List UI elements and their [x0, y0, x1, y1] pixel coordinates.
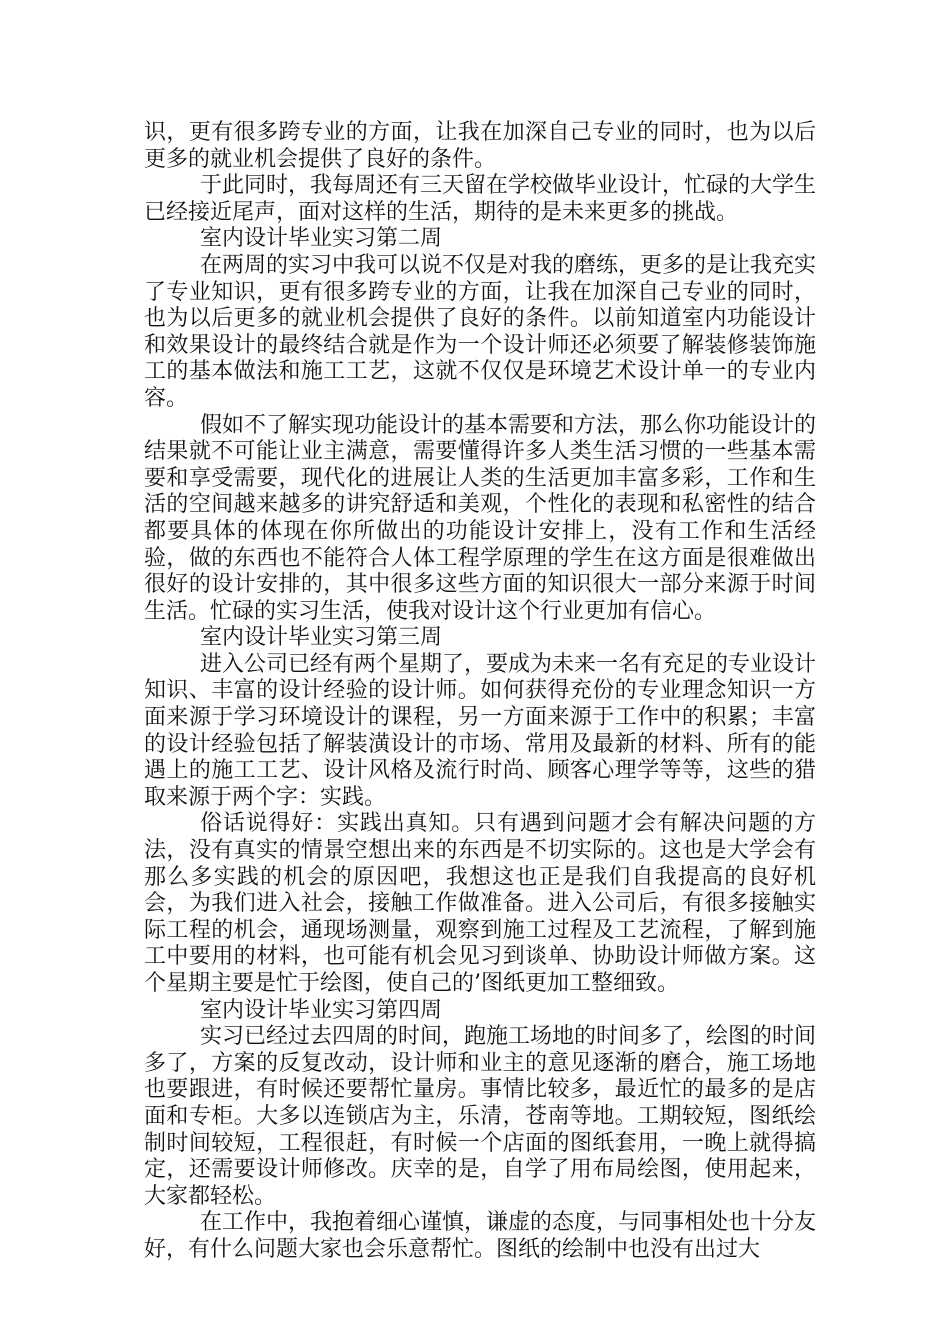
section-heading-week-2: 室内设计毕业实习第二周 [200, 226, 443, 252]
paragraph: 在工作中，我抱着细心谨慎，谦虚的态度，与同事相处也十分友好，有什么问题大家也会乐意帮忙。图纸的绘制中也没有出过大 [144, 1210, 817, 1262]
paragraph: 在两周的实习中我可以说不仅是对我的磨练，更多的是让我充实了专业知识，更有很多跨专业的方面，让我在加深自己专业的同时，也为以后更多的就业机会提供了良好的条件。以前知道室内功能设计和效果设计的最终结合就是作为一个设计师还必须要了解装修装饰施工的基本做法和施工工艺，这就不仅仅是环境艺术设计单一的专业内容。 [144, 252, 817, 411]
paragraph: 俗话说得好：实践出真知。只有遇到问题才会有解决问题的方法，没有真实的情景空想出来的东西是不切实际的。这也是大学会有那么多实践的机会的原因吧，我想这也正是我们自我提高的良好机会，为我们进入社会，接触工作做准备。进入公司后，有很多接触实际工程的机会，通现场测量，观察到施工过程及工艺流程，了解到施工中要用的材料，也可能有机会见习到谈单、协助设计师做方案。这个星期主要是忙于绘图，使自己的’图纸更加工整细致。 [144, 811, 816, 996]
paragraph: 进入公司已经有两个星期了，要成为未来一名有充足的专业设计知识、丰富的设计经验的设计师。如何获得充份的专业理念知识一方面来源于学习环境设计的课程，另一方面来源于工作中的积累；丰富的设计经验包括了解装潢设计的市场、常用及最新的材料、所有的能遇上的施工工艺、设计风格及流行时尚、顾客心理学等等，这些的猎取来源于两个字：实践。 [144, 651, 817, 810]
document-page [144, 120, 816, 1264]
paragraph: 实习已经过去四周的时间，跑施工场地的时间多了，绘图的时间多了，方案的反复改动，设计师和业主的意见逐渐的磨合，施工场地也要跟进，有时候还要帮忙量房。事情比较多，最近忙的最多的是店面和专柜。大多以连锁店为主，乐清，苍南等地。工期较短，图纸绘制时间较短，工程很赶，有时候一个店面的图纸套用，一晚上就得搞定，还需要设计师修改。庆幸的是，自学了用布局绘图，使用起来，大家都轻松。 [144, 1024, 817, 1209]
paragraph: 假如不了解实现功能设计的基本需要和方法，那么你功能设计的结果就不可能让业主满意，需要懂得许多人类生活习惯的一些基本需要和享受需要，现代化的进展让人类的生活更加丰富多彩，工作和生活的空间越来越多的讲究舒适和美观，个性化的表现和私密性的结合都要具体的体现在你所做出的功能设计安排上，没有工作和生活经验，做的东西也不能符合人体工程学原理的学生在这方面是很难做出很好的设计安排的，其中很多这些方面的知识很大一部分来源于时间生活。忙碌的实习生活，使我对设计这个行业更加有信心。 [144, 412, 817, 624]
section-heading-week-4: 室内设计毕业实习第四周 [200, 997, 443, 1023]
paragraph-continuation: 识，更有很多跨专业的方面，让我在加深自己专业的同时，也为以后更多的就业机会提供了良好的条件。 [144, 120, 816, 172]
paragraph: 于此同时，我每周还有三天留在学校做毕业设计，忙碌的大学生已经接近尾声，面对这样的生活，期待的是未来更多的挑战。 [144, 173, 817, 225]
section-heading-week-3: 室内设计毕业实习第三周 [200, 625, 443, 651]
